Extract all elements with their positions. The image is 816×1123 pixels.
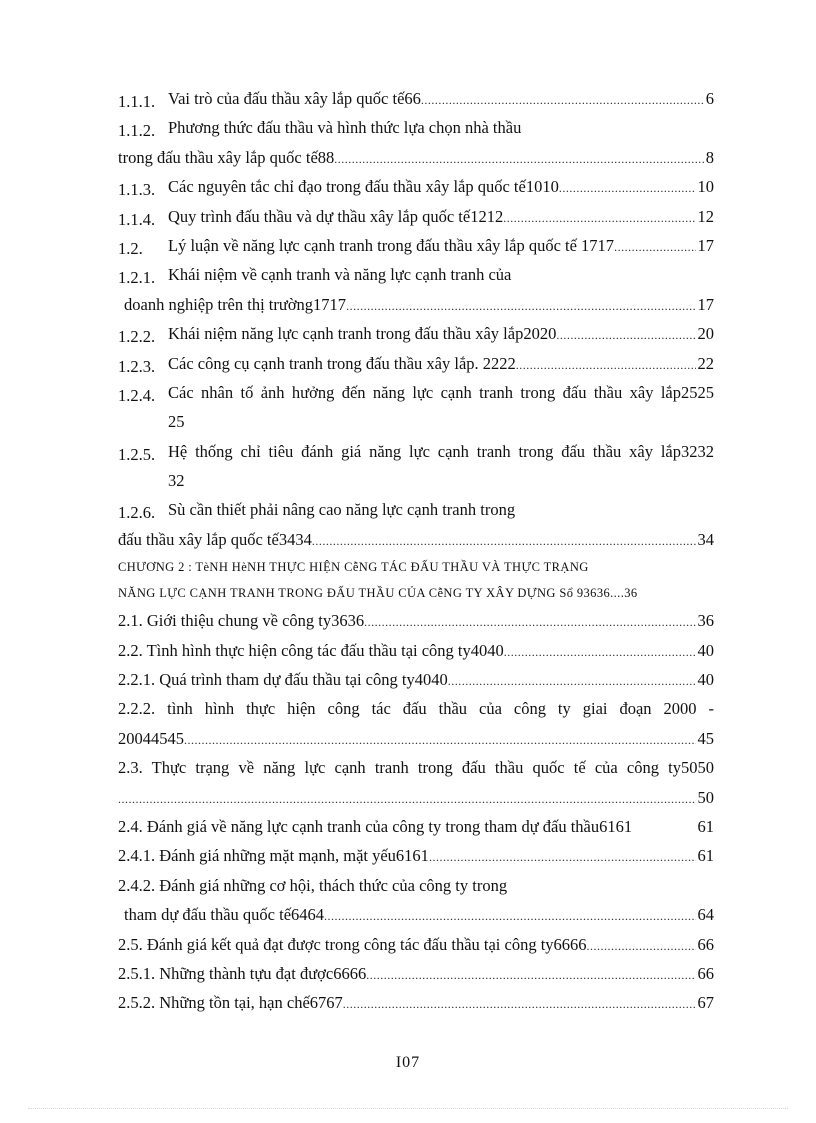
toc-entry-number: 1.2.6. [118, 503, 156, 523]
chapter-heading-cont[interactable] [118, 580, 714, 606]
toc-entry-title: Hệ thống chỉ tiêu đánh giá năng lực cạnh tranh trong đấu thầu xây lắp3232 [168, 441, 714, 461]
toc-entry-page: 10 [697, 177, 714, 197]
toc-entry[interactable] [118, 694, 714, 723]
toc-entry-continuation[interactable] [118, 143, 714, 172]
toc-entry-title-cont: trong đấu thầu xây lắp quốc tế88 [118, 147, 335, 167]
toc-entry-number: 1.2.1. [118, 268, 156, 288]
toc-entry-page: 22 [697, 353, 714, 373]
toc-entry-number: 1.1.3. [118, 180, 156, 200]
toc-entry-page: 8 [705, 147, 714, 167]
toc-entry-page: 12 [697, 206, 714, 226]
toc-entry-title: Các nhân tố ảnh hưởng đến năng lực cạnh tranh trong đấu thầu xây lắp2525 [168, 382, 714, 402]
toc-entry[interactable] [118, 665, 714, 694]
toc-entry-page: 40 [697, 670, 714, 690]
toc-entry-page: 32 [168, 471, 185, 491]
toc-entry-number: 1.1.2. [118, 121, 156, 141]
chapter-heading[interactable] [118, 554, 714, 580]
toc-entry-page: 25 [168, 412, 185, 432]
toc-entry[interactable] [118, 349, 714, 378]
toc-entry-continuation[interactable] [118, 900, 714, 929]
toc-entry-page: 45 [697, 728, 714, 748]
toc-entry[interactable] [118, 231, 714, 260]
chapter-heading-page: 36 [624, 586, 638, 601]
toc-entry-continuation[interactable] [118, 783, 714, 812]
toc-entry-title: Các nguyên tắc chỉ đạo trong đấu thầu xây lắp quốc tế1010 [168, 177, 559, 197]
chapter-heading-line1: CHƯƠNG 2 : TèNH HèNH THỰC HIỆN CễNG TÁC ĐẤU THẦU VÀ THỰC TRẠNG [118, 560, 589, 575]
toc-entry-number: 1.2.5. [118, 444, 156, 464]
toc-entry-number: 1.1.4. [118, 209, 156, 229]
toc-entry-page: 50 [697, 787, 714, 807]
toc-entry[interactable] [118, 753, 714, 782]
toc-entry-page: 17 [697, 294, 714, 314]
toc-entry[interactable] [118, 172, 714, 201]
toc-entry-page: 66 [697, 934, 714, 954]
toc-entry-title: 2.4.2. Đánh giá những cơ hội, thách thức của công ty trong [118, 875, 508, 895]
toc-entry[interactable] [118, 636, 714, 665]
toc-entry-continuation[interactable] [118, 525, 714, 554]
toc-entry-title: 2.1. Giới thiệu chung về công ty3636 [118, 611, 365, 631]
toc-entry-number: 1.2. [118, 238, 143, 258]
table-of-contents [118, 84, 714, 1018]
toc-entry-title: Sù cần thiết phải nâng cao năng lực cạnh tranh trong [168, 500, 516, 520]
toc-entry[interactable] [118, 812, 714, 841]
toc-entry-title: 2.2.1. Quá trình tham dự đấu thầu tại công ty4040 [118, 670, 448, 690]
chapter-heading-dots: .... [610, 586, 625, 601]
toc-entry-title: 2.2. Tình hình thực hiện công tác đấu thầu tại công ty4040 [118, 640, 504, 660]
toc-entry-title: 2.4. Đánh giá về năng lực cạnh tranh của công ty trong tham dự đấu thầu6161 [118, 816, 633, 836]
toc-entry[interactable] [118, 437, 714, 466]
toc-entry[interactable] [118, 113, 714, 142]
toc-entry-title-cont: doanh nghiệp trên thị trường1717 [124, 294, 347, 314]
toc-entry-title-cont: 20044545 [118, 728, 184, 748]
toc-entry[interactable] [118, 495, 714, 524]
toc-entry-title-cont: đấu thầu xây lắp quốc tế3434 [118, 529, 312, 549]
toc-entry[interactable] [118, 260, 714, 289]
toc-entry-title: Vai trò của đấu thầu xây lắp quốc tế66 [168, 89, 421, 108]
toc-entry[interactable] [118, 959, 714, 988]
toc-entry-page: 40 [697, 640, 714, 660]
toc-entry-title: 2.3. Thực trạng về năng lực cạnh tranh trong đấu thầu quốc tế của công ty5050 [118, 758, 714, 778]
toc-entry-title: 2.5. Đánh giá kết quả đạt được trong công tác đấu thầu tại công ty6666 [118, 934, 587, 954]
toc-entry-number: 1.2.4. [118, 385, 156, 405]
toc-entry[interactable] [118, 202, 714, 231]
toc-entry-page: 36 [697, 611, 714, 631]
toc-entry[interactable] [118, 84, 714, 113]
toc-entry-page: 67 [697, 993, 714, 1013]
toc-entry-title: Phương thức đấu thầu và hình thức lựa chọn nhà thầu [168, 118, 522, 138]
toc-entry-page: 20 [697, 324, 714, 344]
toc-entry-title: 2.5.1. Những thành tựu đạt được6666 [118, 963, 367, 983]
toc-entry[interactable] [118, 378, 714, 407]
toc-entry[interactable] [118, 930, 714, 959]
toc-entry-page: 66 [697, 963, 714, 983]
toc-entry-title: 2.5.2. Những tồn tại, hạn chế6767 [118, 993, 343, 1013]
toc-entry[interactable] [118, 606, 714, 635]
toc-entry-number: 1.2.3. [118, 356, 156, 376]
toc-entry-title: Lý luận về năng lực cạnh tranh trong đấu thầu xây lắp quốc tế 1717 [168, 235, 615, 255]
toc-entry-page: 61 [697, 816, 714, 836]
toc-entry-page: 61 [697, 846, 714, 866]
toc-entry-number: 1.2.2. [118, 327, 156, 347]
toc-entry-number: 1.1.1. [118, 92, 156, 111]
toc-entry-continuation [118, 466, 714, 495]
toc-entry-title-cont: tham dự đấu thầu quốc tế6464 [124, 905, 325, 925]
toc-entry-page: 17 [697, 235, 714, 255]
chapter-heading-line2: NĂNG LỰC CẠNH TRANH TRONG ĐẤU THẦU CỦA CễNG TY XÂY DỰNG Sổ 93636 [118, 586, 611, 601]
toc-entry-title: 2.2.2. tình hình thực hiện công tác đấu thầu của công ty giai đoạn 2000 - [118, 699, 714, 719]
toc-entry[interactable] [118, 841, 714, 870]
toc-entry-title: Quy trình đấu thầu và dự thầu xây lắp quốc tế1212 [168, 206, 504, 226]
toc-entry-page: 34 [697, 529, 714, 549]
toc-entry-title: Khái niệm về cạnh tranh và năng lực cạnh tranh của [168, 265, 512, 285]
toc-entry-continuation[interactable] [118, 724, 714, 753]
toc-entry[interactable] [118, 319, 714, 348]
toc-entry-title: Khái niệm năng lực cạnh tranh trong đấu thầu xây lắp2020 [168, 324, 557, 344]
toc-entry-title: 2.4.1. Đánh giá những mặt mạnh, mặt yếu6161 [118, 846, 429, 866]
toc-entry-continuation[interactable] [118, 290, 714, 319]
toc-entry-title: Các công cụ cạnh tranh trong đấu thầu xây lắp. 2222 [168, 353, 516, 373]
toc-entry-continuation [118, 407, 714, 436]
toc-entry[interactable] [118, 871, 714, 900]
toc-entry[interactable] [118, 988, 714, 1017]
toc-entry-page: 6 [705, 89, 714, 108]
page-edge-divider [28, 1108, 788, 1109]
toc-entry-page: 64 [697, 905, 714, 925]
page-number: I07 [395, 1054, 421, 1071]
